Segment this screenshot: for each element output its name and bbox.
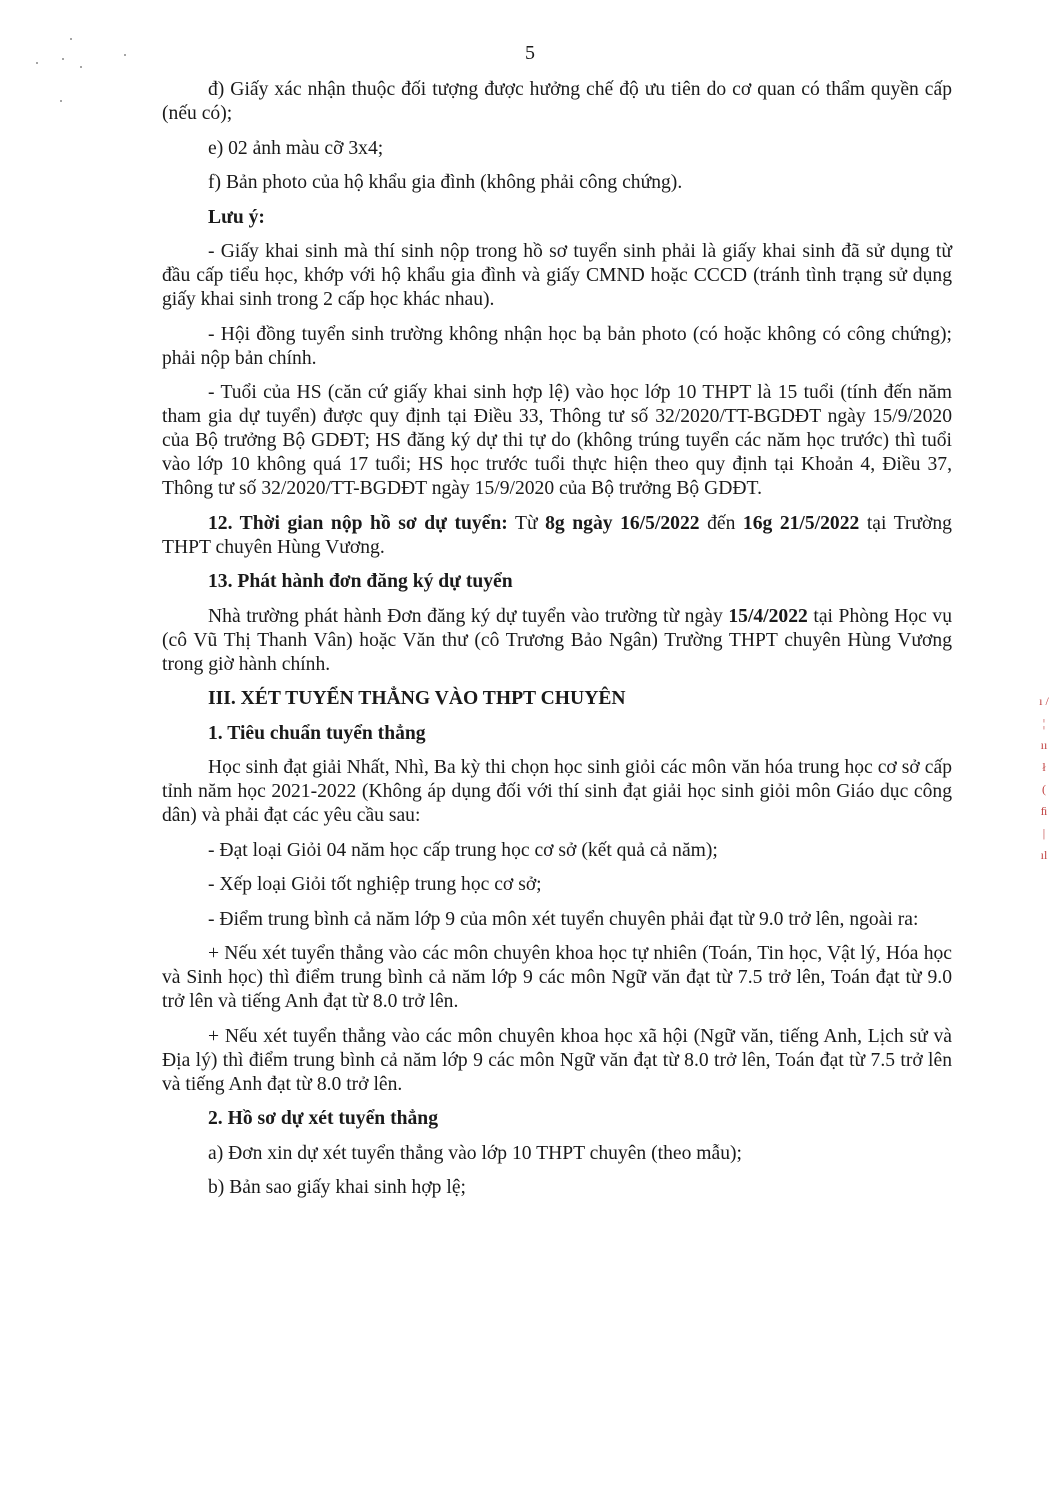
- item-f-household-registration: f) Bản photo của hộ khẩu gia đình (không phải công chứng).: [208, 172, 683, 193]
- section-13-body: Nhà trường phát hành Đơn đăng ký dự tuyển vào trường từ ngày 15/4/2022 tại Phòng Học vụ (cô Vũ Thị Thanh Vân) hoặc Văn thư (cô Trương Bảo Ngân) Trường THPT chuyên Hùng Vương trong giờ hành chính.: [162, 605, 953, 675]
- criteria-natural-sciences: + Nếu xét tuyển thẳng vào các môn chuyên khoa học tự nhiên (Toán, Tin học, Vật lý, Hóa học và Sinh học) thì điểm trung bình cả năm lớp 9 các môn Ngữ văn đạt từ 7.5 trở lên, Toán đạt từ 9.0 trở lên và tiếng Anh đạt từ 8.0 trở lên.: [162, 943, 952, 1012]
- margin-handwriting-marks: ı / ¦ ıı ł ( ﬁ | ıl: [1039, 694, 1049, 862]
- dossier-item-a: a) Đơn xin dự xét tuyển thẳng vào lớp 10 THPT chuyên (theo mẫu);: [208, 1142, 742, 1164]
- item-e-photos: e) 02 ảnh màu cỡ 3x4;: [208, 137, 384, 159]
- document-body: [162, 78, 952, 1211]
- note-birth-certificate: - Giấy khai sinh mà thí sinh nộp trong hồ sơ tuyển sinh phải là giấy khai sinh đã sử dụng từ đầu cấp tiểu học, khớp với hộ khẩu gia đình và giấy CMND hoặc CCCD (tránh tình trạng sử dụng giấy khai sinh trong 2 cấp học khác nhau).: [162, 241, 952, 310]
- section-iii-1-heading: 1. Tiêu chuẩn tuyển thẳng: [208, 722, 426, 744]
- criteria-average-score: - Điểm trung bình cả năm lớp 9 của môn xét tuyển chuyên phải đạt từ 9.0 trở lên, ngoài ra:: [208, 908, 919, 930]
- page-number: 5: [525, 42, 535, 64]
- criteria-good-rating: - Đạt loại Giỏi 04 năm học cấp trung học cơ sở (kết quả cả năm);: [208, 839, 718, 861]
- section-iii-heading: III. XÉT TUYỂN THẲNG VÀO THPT CHUYÊN: [208, 688, 626, 709]
- section-13-heading: 13. Phát hành đơn đăng ký dự tuyển: [208, 571, 513, 592]
- note-student-age: - Tuổi của HS (căn cứ giấy khai sinh hợp lệ) vào học lớp 10 THPT là 15 tuổi (tính đến năm tham gia dự tuyển) được quy định tại Điều 33, Thông tư số 32/2020/TT-BGDĐT ngày 15/9/2020 của Bộ trưởng Bộ GDĐT; HS đăng ký dự thi tự do (không trúng tuyển các năm học trước) thì tuổi vào lớp 10 không quá 17 tuổi; HS học trước tuổi thực hiện theo quy định tại Khoản 4, Điều 37, Thông tư số 32/2020/TT-BGDĐT ngày 15/9/2020 của Bộ trưởng Bộ GDĐT.: [162, 382, 952, 499]
- section-iii-2-heading: 2. Hồ sơ dự xét tuyển thẳng: [208, 1108, 438, 1129]
- criteria-graduation: - Xếp loại Giỏi tốt nghiệp trung học cơ sở;: [208, 874, 542, 895]
- dossier-item-b: b) Bản sao giấy khai sinh hợp lệ;: [208, 1177, 466, 1198]
- section-12-submission-time: 12. Thời gian nộp hồ sơ dự tuyển: Từ 8g ngày 16/5/2022 đến 16g 21/5/2022 tại Trường THPT chuyên Hùng Vương.: [162, 512, 952, 558]
- criteria-intro: Học sinh đạt giải Nhất, Nhì, Ba kỳ thi chọn học sinh giỏi các môn văn hóa trung học cơ sở cấp tỉnh năm học 2021-2022 (Không áp dụng đối với thí sinh đạt giải học sinh giỏi môn Giáo dục công dân) và phải đạt các yêu cầu sau:: [162, 757, 952, 826]
- item-d-priority-certificate: đ) Giấy xác nhận thuộc đối tượng được hưởng chế độ ưu tiên do cơ quan có thẩm quyền cấp (nếu có);: [162, 79, 952, 124]
- criteria-social-sciences: + Nếu xét tuyển thẳng vào các môn chuyên khoa học xã hội (Ngữ văn, tiếng Anh, Lịch sử và Địa lý) thì điểm trung bình cả năm lớp 9 các môn Ngữ văn đạt từ 8.0 trở lên, Toán đạt từ 7.5 trở lên và tiếng Anh đạt từ 8.0 trở lên.: [162, 1025, 952, 1095]
- note-school-record: - Hội đồng tuyển sinh trường không nhận học bạ bản photo (có hoặc không có công chứng); phải nộp bản chính.: [162, 323, 952, 369]
- note-heading: Lưu ý:: [208, 206, 265, 228]
